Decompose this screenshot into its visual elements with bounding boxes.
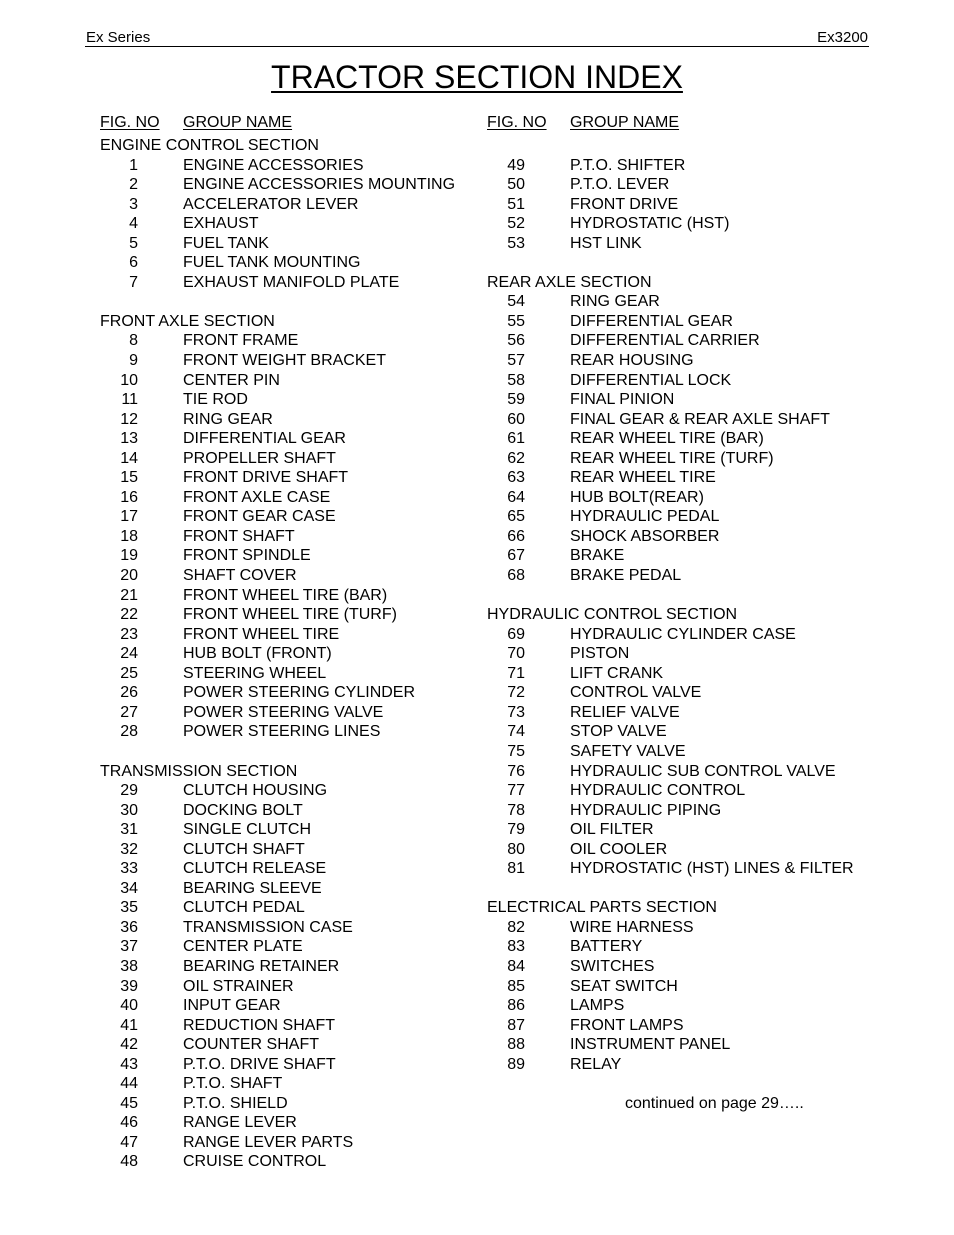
group-name: COUNTER SHAFT — [183, 1036, 319, 1054]
group-name: FRONT FRAME — [183, 332, 299, 350]
fig-number: 85 — [507, 977, 525, 995]
group-name: FRONT GEAR CASE — [183, 508, 336, 526]
section-spacer — [487, 253, 887, 273]
fig-number: 67 — [507, 547, 525, 565]
fig-number: 76 — [507, 762, 525, 780]
fig-number: 2 — [129, 176, 138, 194]
index-row — [487, 703, 887, 723]
group-name: FRONT SHAFT — [183, 527, 295, 545]
group-name: P.T.O. DRIVE SHAFT — [183, 1055, 336, 1073]
fig-number: 83 — [507, 938, 525, 956]
fig-no-header: FIG. NO — [487, 114, 547, 131]
index-row — [487, 331, 887, 351]
group-name: TIE ROD — [183, 391, 248, 409]
index-row — [100, 175, 500, 195]
group-name: RELAY — [570, 1055, 622, 1073]
fig-number: 21 — [120, 586, 138, 604]
group-name: PISTON — [570, 645, 630, 663]
index-column-right — [487, 112, 887, 1113]
index-row — [100, 331, 500, 351]
fig-number: 26 — [120, 684, 138, 702]
fig-number: 15 — [120, 469, 138, 487]
index-row — [487, 488, 887, 508]
fig-number: 70 — [507, 645, 525, 663]
section-heading — [487, 605, 887, 625]
index-row — [100, 1055, 500, 1075]
section-heading — [487, 273, 887, 293]
index-row — [487, 175, 887, 195]
index-row — [100, 644, 500, 664]
index-row — [100, 625, 500, 645]
fig-number: 64 — [507, 488, 525, 506]
group-name: RANGE LEVER — [183, 1114, 297, 1132]
group-name: CLUTCH RELEASE — [183, 860, 327, 878]
fig-number: 69 — [507, 625, 525, 643]
index-row — [487, 527, 887, 547]
fig-number: 86 — [507, 997, 525, 1015]
index-row — [487, 234, 887, 254]
group-name: BRAKE PEDAL — [570, 567, 682, 585]
index-row — [100, 1016, 500, 1036]
index-row — [100, 566, 500, 586]
group-name: DIFFERENTIAL GEAR — [570, 312, 733, 330]
fig-number: 63 — [507, 469, 525, 487]
fig-number: 18 — [120, 527, 138, 545]
fig-number: 37 — [120, 938, 138, 956]
group-name: REDUCTION SHAFT — [183, 1016, 335, 1034]
group-name: POWER STEERING CYLINDER — [183, 684, 416, 702]
fig-number: 65 — [507, 508, 525, 526]
group-name: FINAL GEAR & REAR AXLE SHAFT — [570, 410, 830, 428]
fig-no-header: FIG. NO — [100, 114, 160, 131]
group-name: BEARING RETAINER — [183, 957, 340, 975]
group-name: EXHAUST MANIFOLD PLATE — [183, 273, 400, 291]
index-row — [487, 644, 887, 664]
group-name: OIL FILTER — [570, 821, 654, 839]
fig-number: 27 — [120, 703, 138, 721]
group-name: ENGINE ACCESSORIES MOUNTING — [183, 176, 456, 194]
index-row — [100, 449, 500, 469]
fig-number: 77 — [507, 782, 525, 800]
group-name: P.T.O. SHAFT — [183, 1075, 283, 1093]
fig-number: 87 — [507, 1016, 525, 1034]
index-row — [100, 273, 500, 293]
index-row — [487, 918, 887, 938]
fig-number: 61 — [507, 430, 525, 448]
index-row — [100, 918, 500, 938]
fig-number: 71 — [507, 664, 525, 682]
index-row — [487, 840, 887, 860]
index-row — [100, 898, 500, 918]
fig-number: 3 — [129, 195, 138, 213]
fig-number: 14 — [120, 449, 138, 467]
index-row — [487, 468, 887, 488]
group-name: DOCKING BOLT — [183, 801, 303, 819]
group-name: FRONT WHEEL TIRE (BAR) — [183, 586, 388, 604]
group-name: HYDRAULIC CYLINDER CASE — [570, 625, 796, 643]
fig-number: 17 — [120, 508, 138, 526]
fig-number: 20 — [120, 567, 138, 585]
section-spacer — [100, 292, 500, 312]
fig-number: 72 — [507, 684, 525, 702]
group-name: HUB BOLT(REAR) — [570, 488, 704, 506]
group-name: POWER STEERING LINES — [183, 723, 381, 741]
header-series: Ex Series — [86, 29, 151, 46]
fig-number: 40 — [120, 997, 138, 1015]
group-name-header: GROUP NAME — [570, 114, 680, 131]
index-row — [100, 937, 500, 957]
index-row — [100, 410, 500, 430]
index-row — [100, 351, 500, 371]
fig-number: 49 — [507, 156, 525, 174]
index-row — [487, 214, 887, 234]
section-heading — [100, 762, 500, 782]
fig-number: 48 — [120, 1153, 138, 1171]
group-name: CONTROL VALVE — [570, 684, 702, 702]
fig-number: 9 — [129, 352, 138, 370]
index-row — [100, 586, 500, 606]
group-name: RING GEAR — [570, 293, 660, 311]
index-row — [100, 703, 500, 723]
fig-number: 22 — [120, 606, 138, 624]
fig-number: 43 — [120, 1055, 138, 1073]
fig-number: 11 — [121, 391, 138, 409]
index-row — [487, 292, 887, 312]
group-name: HYDRAULIC SUB CONTROL VALVE — [570, 762, 836, 780]
index-row — [487, 410, 887, 430]
group-name: RING GEAR — [183, 410, 273, 428]
index-row — [100, 605, 500, 625]
group-name: CLUTCH SHAFT — [183, 840, 305, 858]
group-name: SWITCHES — [570, 957, 655, 975]
index-row — [100, 234, 500, 254]
index-row — [100, 664, 500, 684]
group-name: FRONT AXLE CASE — [183, 488, 331, 506]
fig-number: 55 — [507, 312, 525, 330]
fig-number: 66 — [507, 527, 525, 545]
section-heading — [487, 898, 887, 918]
index-row — [487, 507, 887, 527]
section-spacer — [487, 879, 887, 899]
index-row — [487, 546, 887, 566]
index-row — [487, 801, 887, 821]
column-header — [100, 112, 500, 136]
index-row — [487, 664, 887, 684]
column-header — [487, 112, 887, 136]
section-title: ENGINE CONTROL SECTION — [100, 137, 319, 154]
fig-number: 47 — [120, 1133, 138, 1151]
section-title: HYDRAULIC CONTROL SECTION — [487, 606, 738, 624]
index-row — [487, 312, 887, 332]
fig-number: 4 — [129, 215, 138, 233]
fig-number: 45 — [120, 1094, 138, 1112]
group-name: FUEL TANK MOUNTING — [183, 254, 361, 272]
group-name: HST LINK — [570, 234, 642, 252]
fig-number: 46 — [120, 1114, 138, 1132]
group-name: DIFFERENTIAL CARRIER — [570, 332, 760, 350]
group-name: SAFETY VALVE — [570, 742, 686, 760]
index-row — [100, 488, 500, 508]
group-name: ACCELERATOR LEVER — [183, 195, 359, 213]
group-name: SEAT SWITCH — [570, 977, 678, 995]
index-row — [100, 1133, 500, 1153]
group-name: HYDRAULIC CONTROL — [570, 782, 746, 800]
fig-number: 78 — [507, 801, 525, 819]
group-name: CLUTCH PEDAL — [183, 899, 305, 917]
group-name: FRONT WHEEL TIRE (TURF) — [183, 606, 397, 624]
fig-number: 56 — [507, 332, 525, 350]
index-row — [100, 859, 500, 879]
fig-number: 41 — [120, 1016, 138, 1034]
index-row — [487, 156, 887, 176]
index-row — [100, 1035, 500, 1055]
group-name: CENTER PIN — [183, 371, 280, 389]
section-title: FRONT AXLE SECTION — [100, 312, 275, 330]
fig-number: 33 — [120, 860, 138, 878]
group-name: FRONT WEIGHT BRACKET — [183, 352, 386, 370]
group-name: CLUTCH HOUSING — [183, 782, 328, 800]
fig-number: 12 — [120, 410, 138, 428]
index-row — [100, 253, 500, 273]
fig-number: 5 — [129, 234, 138, 252]
group-name: DIFFERENTIAL GEAR — [183, 430, 346, 448]
fig-number: 59 — [507, 391, 525, 409]
index-row — [487, 996, 887, 1016]
group-name: FRONT DRIVE SHAFT — [183, 469, 349, 487]
group-name: WIRE HARNESS — [570, 918, 694, 936]
group-name: FUEL TANK — [183, 234, 269, 252]
group-name: P.T.O. SHIELD — [183, 1094, 288, 1112]
fig-number: 89 — [507, 1055, 525, 1073]
section-spacer — [100, 742, 500, 762]
index-row — [100, 214, 500, 234]
group-name: FRONT SPINDLE — [183, 547, 311, 565]
group-name: CENTER PLATE — [183, 938, 303, 956]
fig-number: 60 — [507, 410, 525, 428]
fig-number: 24 — [120, 645, 138, 663]
fig-number: 32 — [120, 840, 138, 858]
fig-number: 16 — [120, 488, 138, 506]
section-heading — [100, 136, 500, 156]
index-row — [100, 1074, 500, 1094]
group-name: POWER STEERING VALVE — [183, 703, 384, 721]
index-row — [487, 859, 887, 879]
fig-number: 42 — [120, 1036, 138, 1054]
fig-number: 25 — [120, 664, 138, 682]
section-title: TRANSMISSION SECTION — [100, 762, 298, 780]
group-name: INPUT GEAR — [183, 997, 281, 1015]
section-title: ELECTRICAL PARTS SECTION — [487, 899, 717, 917]
index-row — [100, 879, 500, 899]
section-heading — [487, 136, 887, 156]
index-row — [487, 1035, 887, 1055]
fig-number: 10 — [120, 371, 138, 389]
group-name: FRONT WHEEL TIRE — [183, 625, 340, 643]
index-row — [100, 195, 500, 215]
index-row — [487, 977, 887, 997]
fig-number: 6 — [129, 254, 138, 272]
group-name: P.T.O. LEVER — [570, 176, 670, 194]
group-name: HYDRAULIC PIPING — [570, 801, 722, 819]
fig-number: 88 — [507, 1036, 525, 1054]
index-row — [487, 449, 887, 469]
index-row — [100, 840, 500, 860]
group-name: HYDRAULIC PEDAL — [570, 508, 720, 526]
fig-number: 84 — [507, 957, 525, 975]
fig-number: 30 — [120, 801, 138, 819]
fig-number: 38 — [120, 957, 138, 975]
fig-number: 44 — [120, 1075, 138, 1093]
group-name: PROPELLER SHAFT — [183, 449, 336, 467]
fig-number: 68 — [507, 567, 525, 585]
group-name: HUB BOLT (FRONT) — [183, 645, 332, 663]
header-rule — [85, 46, 869, 47]
group-name: FINAL PINION — [570, 391, 675, 409]
index-row — [100, 156, 500, 176]
index-row — [487, 820, 887, 840]
fig-number: 13 — [120, 430, 138, 448]
fig-number: 53 — [507, 234, 525, 252]
fig-number: 29 — [120, 782, 138, 800]
group-name: LAMPS — [570, 997, 625, 1015]
index-row — [100, 957, 500, 977]
fig-number: 28 — [120, 723, 138, 741]
group-name: SINGLE CLUTCH — [183, 821, 312, 839]
fig-number: 62 — [507, 449, 525, 467]
index-row — [487, 429, 887, 449]
fig-number: 79 — [507, 821, 525, 839]
fig-number: 31 — [120, 821, 138, 839]
fig-number: 34 — [120, 879, 138, 897]
fig-number: 23 — [120, 625, 138, 643]
fig-number: 19 — [120, 547, 138, 565]
index-row — [487, 762, 887, 782]
fig-number: 58 — [507, 371, 525, 389]
index-row — [487, 683, 887, 703]
index-row — [100, 429, 500, 449]
group-name: SHAFT COVER — [183, 567, 297, 585]
group-name: BEARING SLEEVE — [183, 879, 322, 897]
group-name: FRONT LAMPS — [570, 1016, 684, 1034]
fig-number: 54 — [507, 293, 525, 311]
index-row — [487, 625, 887, 645]
group-name: ENGINE ACCESSORIES — [183, 156, 364, 174]
group-name-header: GROUP NAME — [183, 114, 293, 131]
index-row — [487, 566, 887, 586]
continued-note: continued on page 29….. — [625, 1094, 804, 1112]
index-row — [100, 468, 500, 488]
group-name: RELIEF VALVE — [570, 703, 680, 721]
index-column-left — [100, 112, 500, 1172]
fig-number: 74 — [507, 723, 525, 741]
group-name: CRUISE CONTROL — [183, 1153, 327, 1171]
index-row — [487, 371, 887, 391]
fig-number: 39 — [120, 977, 138, 995]
index-row — [100, 820, 500, 840]
fig-number: 51 — [507, 195, 525, 213]
index-row — [100, 527, 500, 547]
fig-number: 50 — [507, 176, 525, 194]
page-title: TRACTOR SECTION INDEX — [271, 59, 683, 95]
index-row — [487, 390, 887, 410]
group-name: REAR WHEEL TIRE — [570, 469, 716, 487]
index-row — [100, 1152, 500, 1172]
section-spacer — [487, 586, 887, 606]
fig-number: 36 — [120, 918, 138, 936]
group-name: REAR WHEEL TIRE (TURF) — [570, 449, 774, 467]
section-title: REAR AXLE SECTION — [487, 273, 652, 291]
fig-number: 75 — [507, 742, 525, 760]
header-model: Ex3200 — [817, 29, 868, 46]
section-heading — [100, 312, 500, 332]
index-row — [100, 781, 500, 801]
fig-number: 35 — [120, 899, 138, 917]
index-row — [487, 781, 887, 801]
fig-number: 82 — [507, 918, 525, 936]
group-name: OIL STRAINER — [183, 977, 294, 995]
group-name: HYDROSTATIC (HST) LINES & FILTER — [570, 860, 854, 878]
fig-number: 7 — [129, 273, 138, 291]
fig-number: 52 — [507, 215, 525, 233]
group-name: OIL COOLER — [570, 840, 668, 858]
group-name: BRAKE — [570, 547, 625, 565]
group-name: LIFT CRANK — [570, 664, 664, 682]
group-name: REAR WHEEL TIRE (BAR) — [570, 430, 764, 448]
index-row — [100, 722, 500, 742]
index-row — [100, 977, 500, 997]
group-name: INSTRUMENT PANEL — [570, 1036, 731, 1054]
fig-number: 81 — [507, 860, 525, 878]
fig-number: 73 — [507, 703, 525, 721]
index-row — [487, 351, 887, 371]
fig-number: 57 — [507, 352, 525, 370]
group-name: FRONT DRIVE — [570, 195, 679, 213]
group-name: RANGE LEVER PARTS — [183, 1133, 354, 1151]
fig-number: 80 — [507, 840, 525, 858]
index-row — [487, 722, 887, 742]
group-name: DIFFERENTIAL LOCK — [570, 371, 732, 389]
group-name: REAR HOUSING — [570, 352, 694, 370]
group-name: BATTERY — [570, 938, 643, 956]
index-row — [100, 507, 500, 527]
index-row — [487, 937, 887, 957]
index-row — [100, 801, 500, 821]
group-name: STOP VALVE — [570, 723, 667, 741]
index-row — [100, 1094, 500, 1114]
index-row — [487, 1055, 887, 1075]
index-row — [100, 390, 500, 410]
fig-number: 8 — [129, 332, 138, 350]
group-name: STEERING WHEEL — [183, 664, 327, 682]
index-row — [487, 957, 887, 977]
index-row — [100, 683, 500, 703]
group-name: TRANSMISSION CASE — [183, 918, 353, 936]
index-row — [487, 742, 887, 762]
index-row — [100, 371, 500, 391]
group-name: SHOCK ABSORBER — [570, 527, 720, 545]
index-row — [487, 1016, 887, 1036]
index-row — [487, 195, 887, 215]
group-name: EXHAUST — [183, 215, 259, 233]
index-row — [100, 546, 500, 566]
index-row — [100, 1113, 500, 1133]
fig-number: 1 — [129, 156, 138, 174]
index-row — [100, 996, 500, 1016]
group-name: HYDROSTATIC (HST) — [570, 215, 730, 233]
group-name: P.T.O. SHIFTER — [570, 156, 686, 174]
